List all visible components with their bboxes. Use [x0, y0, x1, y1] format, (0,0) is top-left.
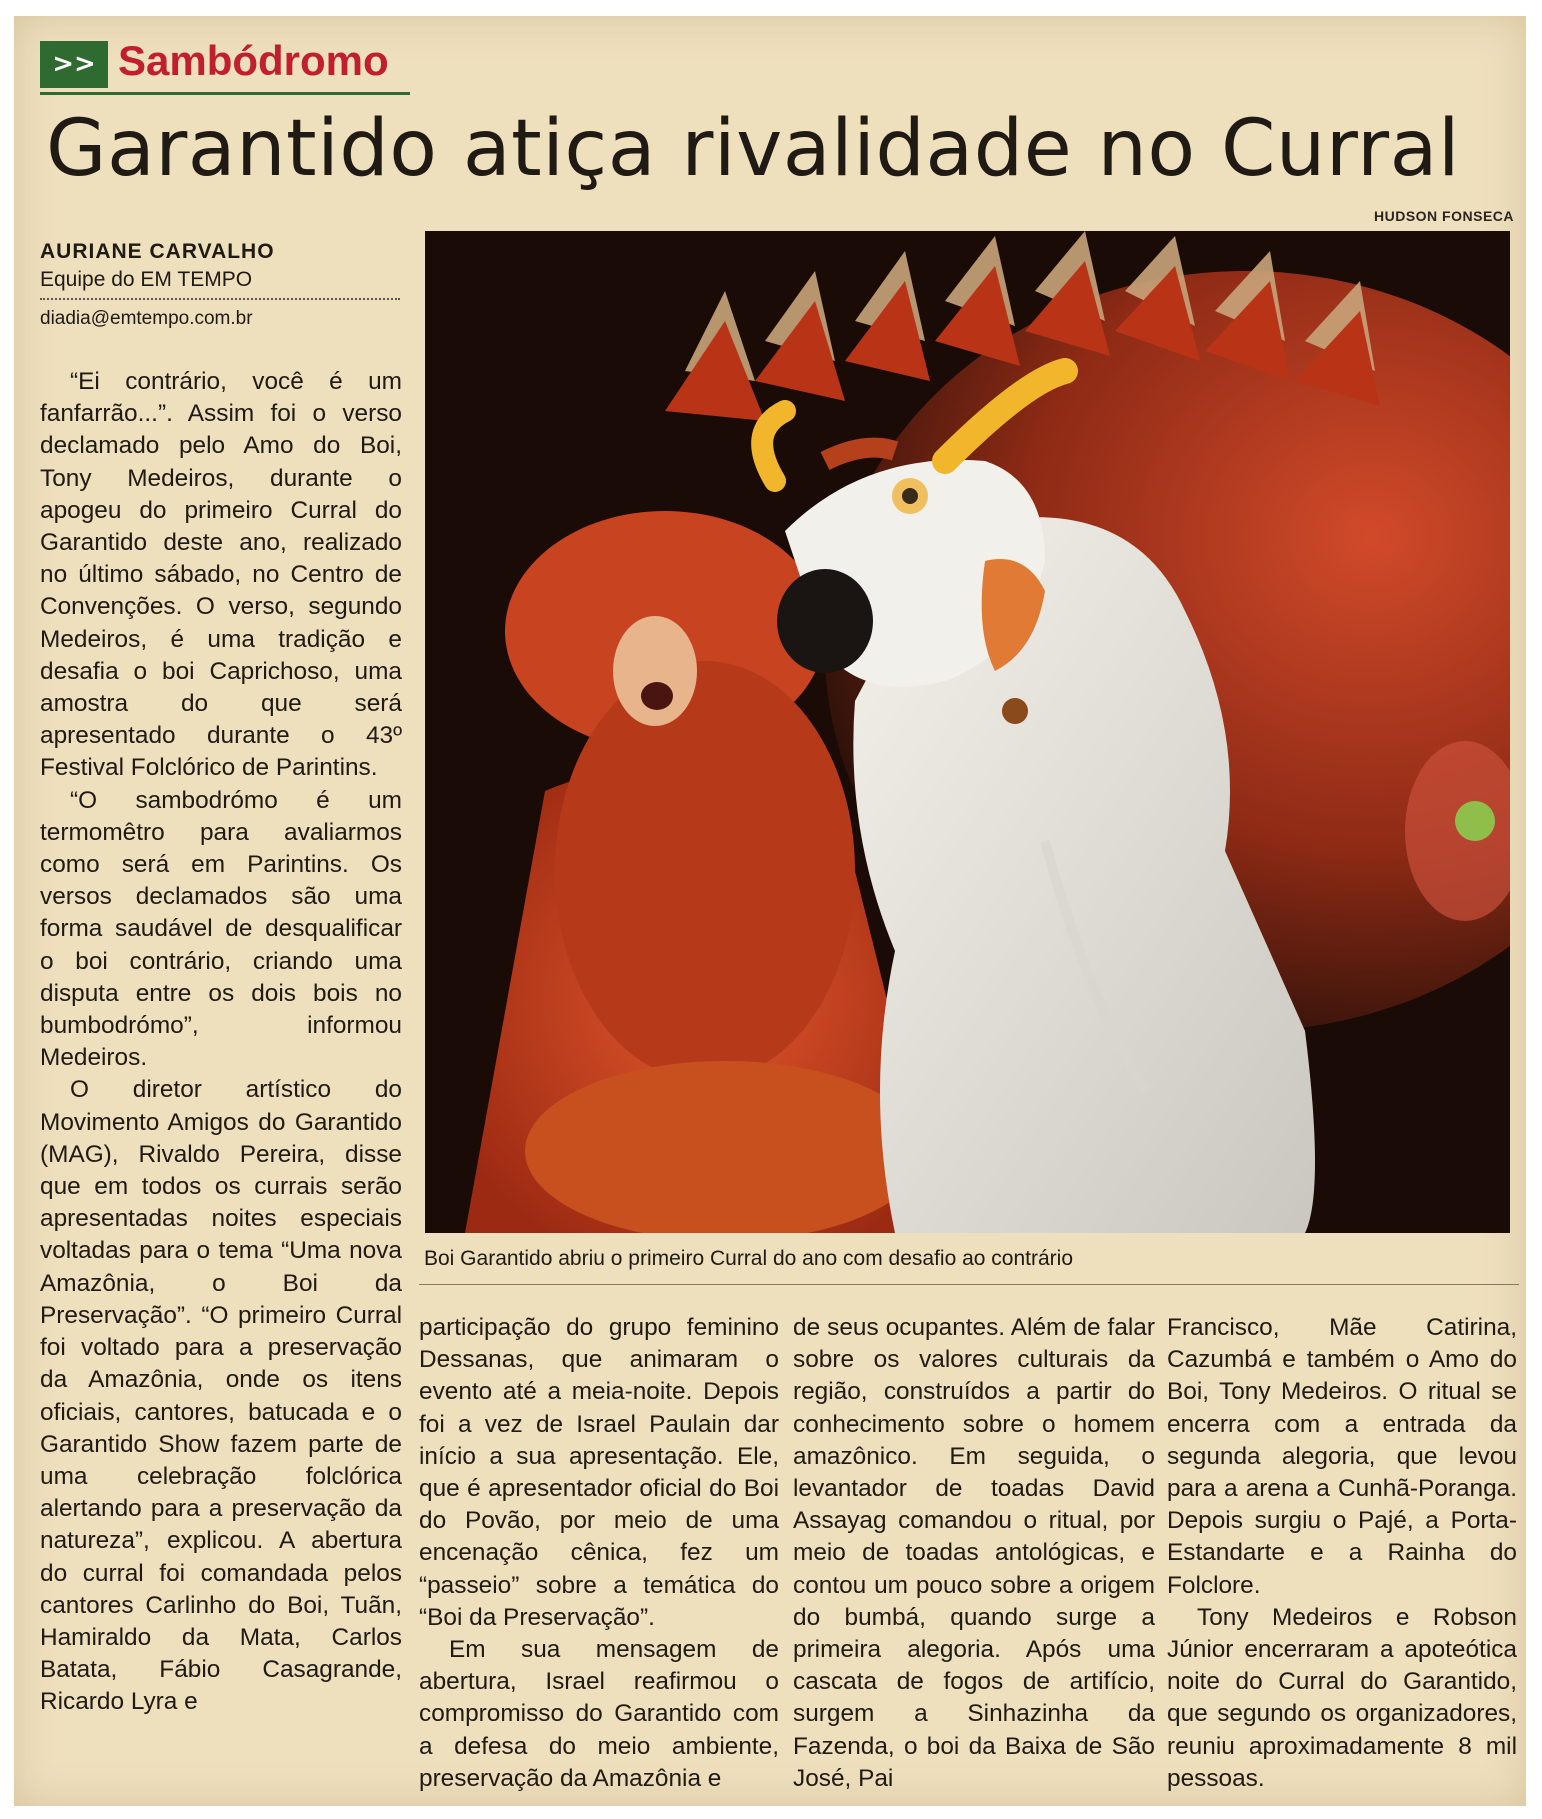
paragraph: Tony Medeiros e Robson Júnior encerraram a apoteótica noite do Curral do Garantido, que segundo os organizadores, reuniu aproximadamente 8 mil pessoas. — [1167, 1603, 1517, 1792]
article-column-3 — [793, 1312, 1155, 1802]
section-kicker — [40, 29, 410, 89]
boi-garantido-photo — [425, 231, 1510, 1233]
paragraph: Em sua mensagem de abertura, Israel reafirmou o compromisso do Garantido com a defesa do meio ambiente, preservação da Amazônia e — [419, 1636, 779, 1792]
byline-divider — [40, 298, 400, 300]
author-team: Equipe do EM TEMPO — [40, 268, 253, 291]
paragraph: de seus ocupantes. Além de falar sobre os valores culturais da região, construídos a partir do conhecimento sobre o homem amazônico. Em seguida, o levantador de toadas David Assayag comandou o ritual, por meio de toadas antológicas, e contou um pouco sobre a origem do bumbá, quando surge a primeira alegoria. Após uma cascata de fogos de artifício, surgem a Sinhazinha da Fazenda, o boi da Baixa de São José, Pai — [793, 1314, 1155, 1792]
paragraph: Francisco, Mãe Catirina, Cazumbá e também o Amo do Boi, Tony Medeiros. O ritual se encerra com a entrada da segunda alegoria, que levou para a arena a Cunhã-Poranga. Depois surgiu o Pajé, a Porta-Estandarte e a Rainha do Folclore. — [1167, 1314, 1517, 1599]
photo-caption: Boi Garantido abriu o primeiro Curral do ano com desafio ao contrário — [424, 1247, 1074, 1270]
section-label: Sambódromo — [118, 37, 389, 84]
author-email: diadia@emtempo.com.br — [40, 308, 253, 329]
paragraph: “O sambodrómo é um termomêtro para avaliarmos como será em Parintins. Os versos declamados são uma forma saudável de desqualificar o boi contrário, criando uma disputa entre os dois bois no bumbodrómo”, informou Medeiros. — [40, 786, 402, 1072]
article-photo — [425, 231, 1510, 1233]
paragraph: “Ei contrário, você é um fanfarrão...”. Assim foi o verso declamado pelo Amo do Boi, Tony Medeiros, durante o apogeu do primeiro Curral do Garantido deste ano, realizado no último sábado, no Centro de Convenções. O verso, segundo Medeiros, é uma tradição e desafia o boi Caprichoso, uma amostra do que será apresentado durante o 43º Festival Folclórico de Parintins. — [40, 368, 402, 782]
double-chevron-icon: >> — [40, 41, 108, 88]
caption-rule — [419, 1284, 1519, 1285]
byline — [40, 238, 410, 332]
article-column-4 — [1167, 1312, 1517, 1802]
headline: Garantido atiça rivalidade no Curral — [46, 104, 1461, 194]
paragraph: participação do grupo feminino Dessanas, que animaram o evento até a meia-noite. Depois foi a vez de Israel Paulain dar início a sua apresentação. Ele, que é apresentador oficial do Boi do Povão, por meio de uma encenação cênica, fez um “passeio” sobre a temática do “Boi da Preservação”. — [419, 1314, 779, 1631]
article-column-1 — [40, 366, 402, 1801]
photo-credit: HUDSON FONSECA — [1374, 208, 1515, 224]
paragraph: O diretor artístico do Movimento Amigos do Garantido (MAG), Rivaldo Pereira, disse que em todos os currais serão apresentadas noites especiais voltadas para o tema “Uma nova Amazônia, o Boi da Preservação”. “O primeiro Curral foi voltado para a preservação da Amazônia, onde os itens oficiais, cantores, batucada e o Garantido Show fazem parte de uma celebração folclórica alertando para a preservação da natureza”, explicou. A abertura do curral foi comandada pelos cantores Carlinho do Boi, Tuãn, Hamiraldo da Mata, Carlos Batata, Fábio Casagrande, Ricardo Lyra e — [40, 1076, 402, 1716]
author-name: AURIANE CARVALHO — [40, 240, 275, 263]
article-column-2 — [419, 1312, 779, 1802]
newspaper-clipping — [14, 16, 1526, 1806]
